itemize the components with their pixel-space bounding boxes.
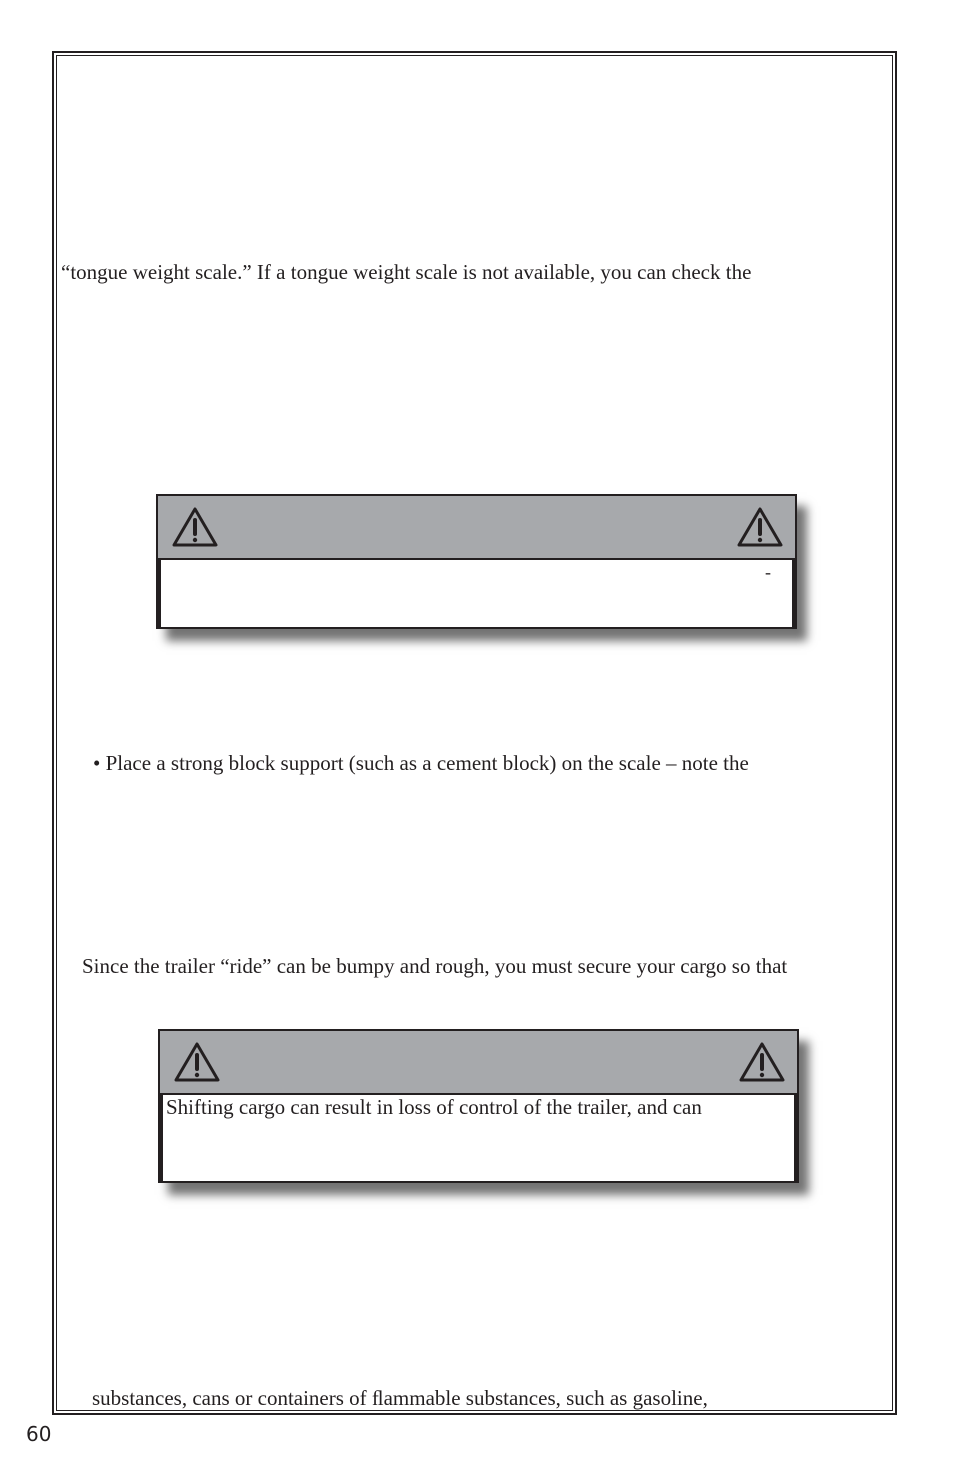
text-line-cargo-ride: Since the trailer “ride” can be bumpy and rough, you must secure your cargo so that [82,954,788,978]
warning-body [160,1095,797,1181]
warning-triangle-icon [174,1041,220,1083]
text-line-substances: substances, cans or containers of ﬂammable substances, such as gasoline, [92,1386,708,1410]
warning-header [158,496,795,560]
warning-body-mark: - [765,562,771,582]
warning-body [158,560,795,627]
text-line-tongue-scale: “tongue weight scale.” If a tongue weight scale is not available, you can check the [61,260,752,284]
warning-header [160,1031,797,1095]
warning-box-1 [156,494,797,629]
bullet-text-block-support: • Place a strong block support (such as a cement block) on the scale – note the [93,751,749,775]
warning-triangle-icon [739,1041,785,1083]
warning-triangle-icon [172,506,218,548]
warning-body-text: Shifting cargo can result in loss of control of the trailer, and can [166,1095,702,1119]
warning-triangle-icon [737,506,783,548]
warning-box-2 [158,1029,799,1183]
page-frame [52,51,897,1415]
page-number: 60 [26,1422,52,1446]
